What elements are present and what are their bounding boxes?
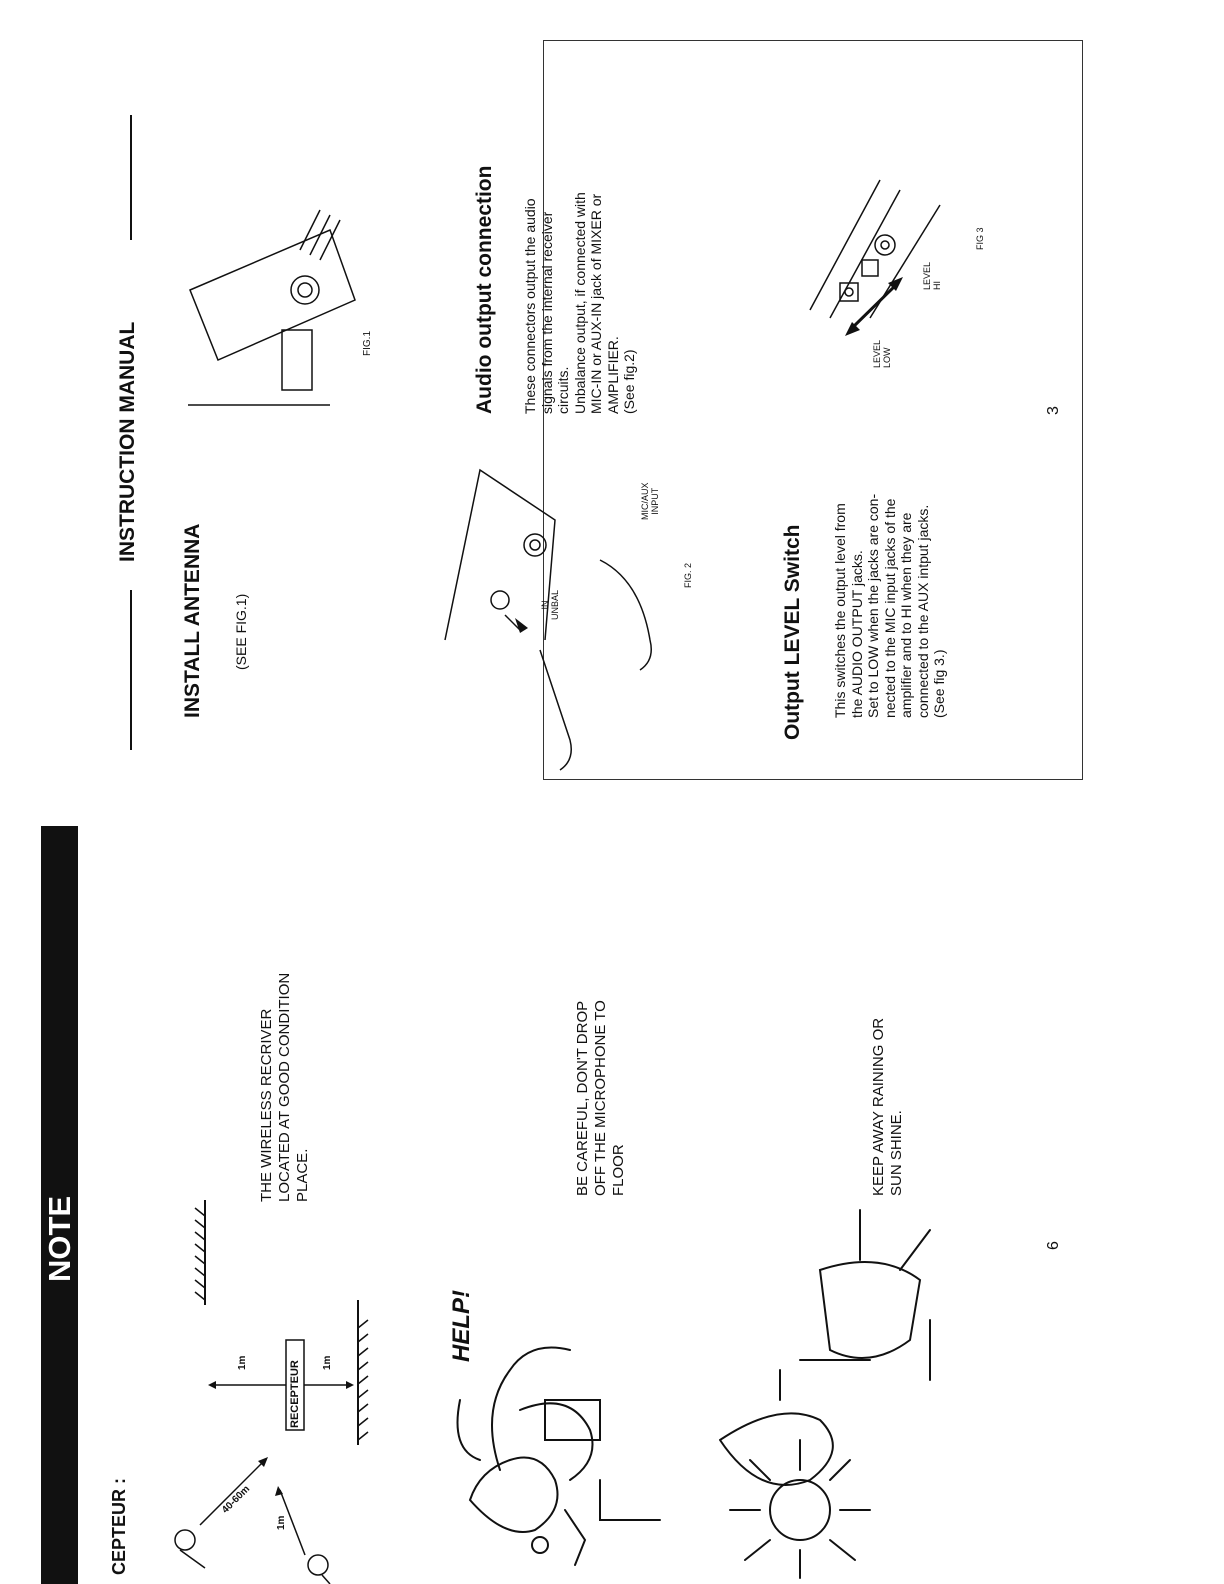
note-receiver-placement: THE WIRELESS RECRIVER LOCATED AT GOOD CONDITION PLACE. <box>258 972 311 1202</box>
left-page-number: 6 <box>1045 1241 1062 1250</box>
fig2-mic-aux-input-label: MIC/AUX INPUT <box>640 482 660 520</box>
fig2-label: FIG. 2 <box>683 562 693 588</box>
audio-output-body: These connectors output the audio signals from the internal receiver circuits. Unbalance output, if connected with MIC-IN or AUX-IN jack of MIXER or AMPLIFIER. (See fig.2) <box>522 192 637 414</box>
fig1-label: FIG.1 <box>362 330 373 356</box>
distance-label-wall: 1m <box>237 1355 248 1370</box>
output-level-heading: Output LEVEL Switch <box>781 524 804 740</box>
distance-label-mic-1: 40-60m <box>220 1483 253 1516</box>
output-level-body: This switches the output level from the AUDIO OUTPUT jacks. Set to LOW when the jacks are con- nected to the MIC input jacks of the amplifier and to HI when they are connected to the AUX intput jacks. (See fig 3.) <box>832 493 947 718</box>
note-keep-away-rain-sun: KEEP AWAY RAINING OR SUN SHINE. <box>870 1017 905 1196</box>
fig3-label: FIG 3 <box>975 227 985 250</box>
fig3-level-low-label: LEVEL LOW <box>872 339 892 368</box>
install-antenna-ref: (SEE FIG.1) <box>233 593 249 670</box>
fig2-in-unbal-label: IN UNBAL <box>540 589 560 620</box>
audio-output-heading: Audio output connection <box>473 165 496 414</box>
manual-title: INSTRUCTION MANUAL <box>116 321 139 562</box>
fig3-level-hi-label: LEVEL HI <box>922 261 942 290</box>
recepteur-heading: CEPTEUR : <box>109 1477 129 1575</box>
note-header-text: NOTE <box>42 1195 77 1282</box>
note-dont-drop-microphone: BE CAREFUL, DON'T DROP OFF THE MICROPHONE TO FLOOR <box>574 1000 627 1196</box>
receiver-box-label: RECEPTEUR <box>289 1360 301 1428</box>
help-text: HELP! <box>448 1290 475 1362</box>
install-antenna-heading: INSTALL ANTENNA <box>181 523 204 718</box>
distance-label-mic-2: 1m <box>276 1515 287 1530</box>
right-page-number: 3 <box>1045 406 1062 415</box>
distance-label-floor: 1m <box>322 1355 333 1370</box>
